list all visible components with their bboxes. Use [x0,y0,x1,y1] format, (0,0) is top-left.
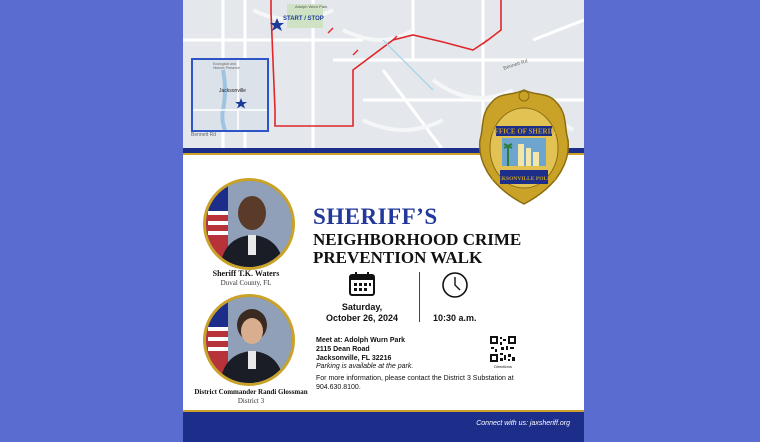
divider [419,272,420,322]
commander-subtitle: District 3 [237,397,265,405]
commander-photo [203,294,295,386]
location-line-1: Meet at: Adolph Wurn Park [316,337,406,344]
badge-top-text: OFFICE OF SHERIFF [489,127,559,136]
road-label-right: Bennett Rd [502,58,529,72]
connect-link[interactable]: Connect with us: jaxsheriff.org [476,420,570,427]
clock-icon [441,271,469,299]
sheriff-badge [478,88,570,206]
sheriff-portrait [206,181,292,267]
flyer [183,0,584,442]
inset-preserve-label: Ecological and Historic Preserve [213,62,240,70]
sheriff-subtitle: Duval County, FL [220,279,272,287]
sheriff-photo [203,178,295,270]
event-date: October 26, 2024 [325,313,399,323]
title-line-2: NEIGHBORHOOD CRIME [313,230,522,249]
background-right [584,0,760,442]
title-line-1: SHERIFF’S [313,204,438,229]
road-label-left: Bennett Rd [191,132,217,138]
meeting-location [316,336,405,363]
event-day: Saturday, [341,302,383,312]
commander-name: District Commander Randi Glossman [194,388,308,396]
badge-bottom-text: JACKSONVILLE POLICE [491,176,557,182]
footer-bar [183,412,584,442]
title-line-3: PREVENTION WALK [313,248,483,267]
inset-map [193,60,267,130]
start-stop-label: START / STOP [283,16,324,22]
location-line-3: Jacksonville, FL 32216 [316,355,392,362]
qr-code-icon[interactable] [489,335,517,363]
location-line-2: 2115 Dean Road [316,346,370,353]
commander-portrait [206,297,292,383]
park-label: Adolph Wurn Park [295,4,328,9]
background-left [0,0,183,442]
parking-note: Parking is available at the park. [316,363,414,370]
inset-city-label: Jacksonville [219,88,246,94]
contact-info: For more information, please contact the District 3 Substation at 904.630.8100. [316,375,514,391]
qr-label: Directions [494,364,512,369]
sheriff-name: Sheriff T.K. Waters [212,269,280,278]
event-time: 10:30 a.m. [433,313,477,323]
calendar-icon [349,272,375,296]
